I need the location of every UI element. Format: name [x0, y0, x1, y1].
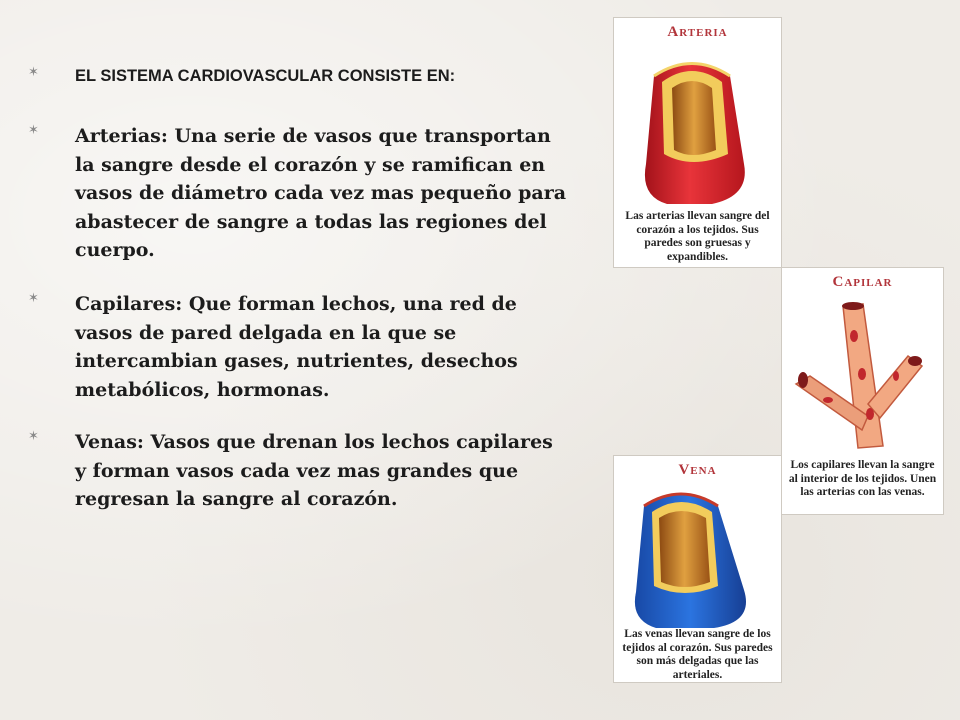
vena-caption: Las venas llevan sangre de los tejidos al corazón. Sus paredes son más delgadas que las arteriales. [622, 628, 773, 681]
capilar-caption: Los capilares llevan la sangre al interior de los tejidos. Unen las arterias con las venas. [788, 459, 937, 498]
bullet-text: Arterias: Una serie de vasos que transportan la sangre desde el corazón y se ramifican en vasos de diámetro cada vez mas pequeño para abastecer de sangre a todas las regiones del cuerpo. [75, 125, 567, 261]
star-bullet-icon: ✶ [28, 65, 39, 80]
bullet-intro [28, 64, 568, 88]
capilar-card [781, 267, 944, 515]
arteria-title: Arteria [667, 24, 728, 40]
star-bullet-icon: ✶ [28, 123, 39, 138]
vena-card [613, 455, 782, 683]
capillary-illustration [788, 296, 938, 451]
star-bullet-icon: ✶ [28, 429, 39, 444]
bullet-text: Capilares: Que forman lechos, una red de vasos de pared delgada en la que se intercambian gases, nutrientes, desechos metabólicos, hormonas. [75, 293, 518, 401]
bullet-text: EL SISTEMA CARDIOVASCULAR CONSISTE EN: [75, 67, 456, 85]
arteria-caption: Las arterias llevan sangre del corazón a los tejidos. Sus paredes son gruesas y expandibles. [625, 210, 770, 263]
bullet-arterias [28, 122, 568, 265]
vein-illustration [626, 482, 761, 630]
arteria-card [613, 17, 782, 268]
bullet-text: Venas: Vasos que drenan los lechos capilares y forman vasos cada vez mas grandes que regresan la sangre al corazón. [75, 431, 553, 510]
star-bullet-icon: ✶ [28, 291, 39, 306]
bullet-venas [28, 428, 568, 514]
artery-illustration [632, 46, 762, 211]
vena-title: Vena [678, 462, 717, 478]
bullet-capilares [28, 290, 568, 404]
capilar-title: Capilar [832, 274, 893, 290]
